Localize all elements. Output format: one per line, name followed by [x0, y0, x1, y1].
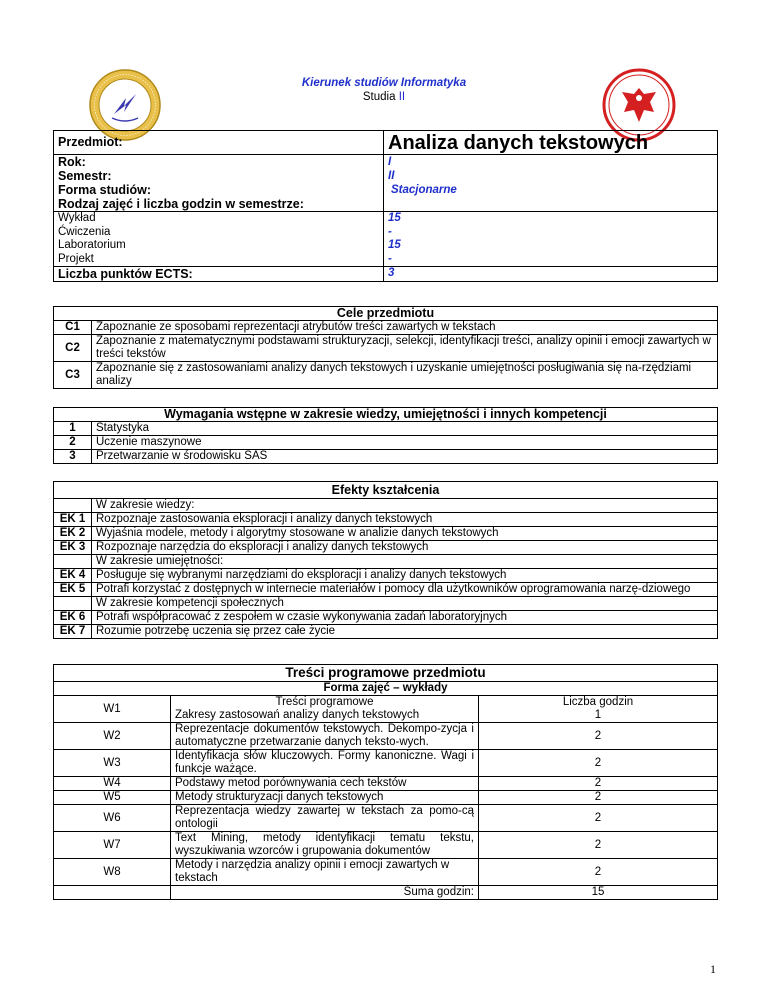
outcome-text: Potrafi korzystać z dostępnych w internecie materiałów i pomocy dla użytkowników oprogramowania narzę-dziowego [92, 583, 718, 597]
project-hours: - [388, 252, 392, 265]
prerequisite-text: Statystyka [92, 422, 718, 436]
prerequisite-code: 1 [54, 422, 92, 436]
lecture-hours [479, 696, 718, 723]
year-label: Rok: [58, 155, 86, 169]
goal-code: C3 [54, 362, 92, 389]
sum-label: Suma godzin: [171, 886, 479, 900]
lecture-code: W8 [54, 859, 171, 886]
lecture-topic-text: Podstawy metod porównywania cech tekstów [171, 777, 479, 791]
subject-value: Analiza danych tekstowych [384, 131, 718, 155]
lecture-code: W3 [54, 750, 171, 777]
lecture-hours-value: 2 [479, 777, 718, 791]
prerequisite-code: 2 [54, 436, 92, 450]
outcome-row [54, 583, 718, 597]
lecture-row [54, 723, 718, 750]
outcome-row [54, 513, 718, 527]
learning-outcomes-table [53, 481, 718, 639]
lecture-row [54, 750, 718, 777]
outcome-text: W zakresie umiejętności: [92, 555, 718, 569]
goal-text: Zapoznanie z matematycznymi podstawami strukturyzacji, selekcji, identyfikacji treści, analizy opinii i emocji zawartych w treści tekstów [92, 335, 718, 362]
outcome-code: EK 4 [54, 569, 92, 583]
mode-label: Forma studiów: [58, 183, 152, 197]
ects-label: Liczba punktów ECTS: [54, 267, 384, 282]
outcome-code [54, 597, 92, 611]
lecture-topic-text: Identyfikacja słów kluczowych. Formy kanoniczne. Wagi i funkcje ważące. [171, 750, 479, 777]
ects-value: 3 [384, 267, 718, 282]
course-info-table [53, 130, 718, 282]
lecture-row [54, 832, 718, 859]
outcome-row [54, 569, 718, 583]
lecture-row [54, 696, 718, 723]
prerequisites-table [53, 407, 718, 464]
outcome-row [54, 611, 718, 625]
lecture-hours-value: 2 [479, 859, 718, 886]
content-title: Treści programowe przedmiotu [54, 665, 718, 682]
semester-value: II [388, 170, 395, 182]
outcome-code: EK 6 [54, 611, 92, 625]
year-value: I [388, 156, 392, 168]
course-content-table [53, 664, 718, 900]
goals-title: Cele przedmiotu [54, 307, 718, 321]
lecture-topic [171, 696, 479, 723]
outcome-code: EK 1 [54, 513, 92, 527]
content-column-header: Treści programowe [275, 696, 374, 708]
study-params-labels [54, 155, 384, 212]
lecture-row [54, 859, 718, 886]
prerequisite-row [54, 450, 718, 464]
study-level [0, 90, 768, 104]
study-level-value: II [398, 91, 406, 103]
prerequisites-title: Wymagania wstępne w zakresie wiedzy, umiejętności i innych kompetencji [54, 408, 718, 422]
class-type-label: Rodzaj zajęć i liczba godzin w semestrze: [58, 197, 304, 211]
outcome-row [54, 499, 718, 513]
outcome-text: Potrafi współpracować z zespołem w czasie wykonywania zadań laboratoryjnych [92, 611, 718, 625]
exercises-label: Ćwiczenia [58, 225, 111, 238]
outcome-text: Rozpoznaje zastosowania eksploracji i analizy danych tekstowych [92, 513, 718, 527]
lecture-code: W2 [54, 723, 171, 750]
hours-values [384, 212, 718, 267]
hours-column-header: Liczba godzin [562, 696, 634, 708]
outcome-text: W zakresie wiedzy: [92, 499, 718, 513]
page-number: 1 [710, 962, 716, 976]
course-goals-table [53, 306, 718, 389]
lecture-topic-text: Text Mining, metody identyfikacji tematu tekstu, wyszukiwania wzorców i grupowania dokumentów [171, 832, 479, 859]
laboratory-label: Laboratorium [58, 239, 126, 251]
outcome-code: EK 5 [54, 583, 92, 597]
sum-value: 15 [479, 886, 718, 900]
outcome-code [54, 555, 92, 569]
subject-label: Przedmiot: [54, 131, 384, 155]
field-of-study: Kierunek studiów Informatyka [301, 77, 467, 89]
lecture-topic-text: Reprezentacje dokumentów tekstowych. Dekompo-zycja i automatyczne przetwarzanie danych teksto-wych. [171, 723, 479, 750]
document-header [0, 76, 768, 104]
lecture-hours-value: 2 [479, 805, 718, 832]
outcome-row [54, 541, 718, 555]
outcome-text: Rozpoznaje narzędzia do eksploracji i analizy danych tekstowych [92, 541, 718, 555]
goal-row [54, 321, 718, 335]
outcome-text: Posługuje się wybranymi narzędziami do eksploracji i analizy danych tekstowych [92, 569, 718, 583]
prerequisite-text: Uczenie maszynowe [92, 436, 718, 450]
lecture-code: W4 [54, 777, 171, 791]
lecture-code: W6 [54, 805, 171, 832]
sum-empty-cell [54, 886, 171, 900]
outcome-code: EK 2 [54, 527, 92, 541]
study-params-values [384, 155, 718, 212]
goal-row [54, 335, 718, 362]
outcome-text: Wyjaśnia modele, metody i algorytmy stosowane w analizie danych tekstowych [92, 527, 718, 541]
outcome-row [54, 555, 718, 569]
lecture-topic-text: Reprezentacja wiedzy zawartej w tekstach za pomo-cą ontologii [171, 805, 479, 832]
lecture-hours-value: 2 [479, 750, 718, 777]
outcome-row [54, 527, 718, 541]
goal-code: C1 [54, 321, 92, 335]
lecture-hours-value: 2 [479, 791, 718, 805]
lecture-hours-value: 2 [479, 832, 718, 859]
semester-label: Semestr: [58, 169, 112, 183]
lecture-hours-value: 2 [479, 723, 718, 750]
exercises-hours: - [388, 225, 392, 238]
lecture-code: W5 [54, 791, 171, 805]
lecture-code: W1 [54, 696, 171, 723]
lecture-row [54, 791, 718, 805]
sum-row [54, 886, 718, 900]
mode-value: Stacjonarne [391, 184, 457, 196]
lecture-hours-value: 1 [594, 709, 602, 721]
goal-code: C2 [54, 335, 92, 362]
hours-labels [54, 212, 384, 267]
prerequisite-code: 3 [54, 450, 92, 464]
lecture-topic-text: Metody strukturyzacji danych tekstowych [171, 791, 479, 805]
lecture-code: W7 [54, 832, 171, 859]
lecture-row [54, 777, 718, 791]
outcome-text: W zakresie kompetencji społecznych [92, 597, 718, 611]
laboratory-hours: 15 [388, 239, 401, 251]
lecture-row [54, 805, 718, 832]
prerequisite-row [54, 436, 718, 450]
outcome-row [54, 625, 718, 639]
goal-text: Zapoznanie ze sposobami reprezentacji atrybutów treści zawartych w tekstach [92, 321, 718, 335]
outcome-text: Rozumie potrzebę uczenia się przez całe życie [92, 625, 718, 639]
lecture-label: Wykład [58, 212, 96, 224]
outcome-row [54, 597, 718, 611]
lecture-hours: 15 [388, 212, 401, 224]
lecture-topic-text: Metody i narzędzia analizy opinii i emocji zawartych w tekstach [171, 859, 479, 886]
goal-text: Zapoznanie się z zastosowaniami analizy danych tekstowych i uzyskanie umiejętności posługiwania się na-rzędziami analizy [92, 362, 718, 389]
content-subtitle: Forma zajęć – wykłady [54, 682, 718, 696]
prerequisite-text: Przetwarzanie w środowisku SAS [92, 450, 718, 464]
outcome-code: EK 7 [54, 625, 92, 639]
lecture-topic-text: Zakresy zastosowań analizy danych tekstowych [175, 709, 420, 721]
outcome-code [54, 499, 92, 513]
project-label: Projekt [58, 252, 94, 265]
outcomes-title: Efekty kształcenia [54, 482, 718, 499]
study-level-prefix: Studia [362, 91, 399, 103]
prerequisite-row [54, 422, 718, 436]
goal-row [54, 362, 718, 389]
outcome-code: EK 3 [54, 541, 92, 555]
